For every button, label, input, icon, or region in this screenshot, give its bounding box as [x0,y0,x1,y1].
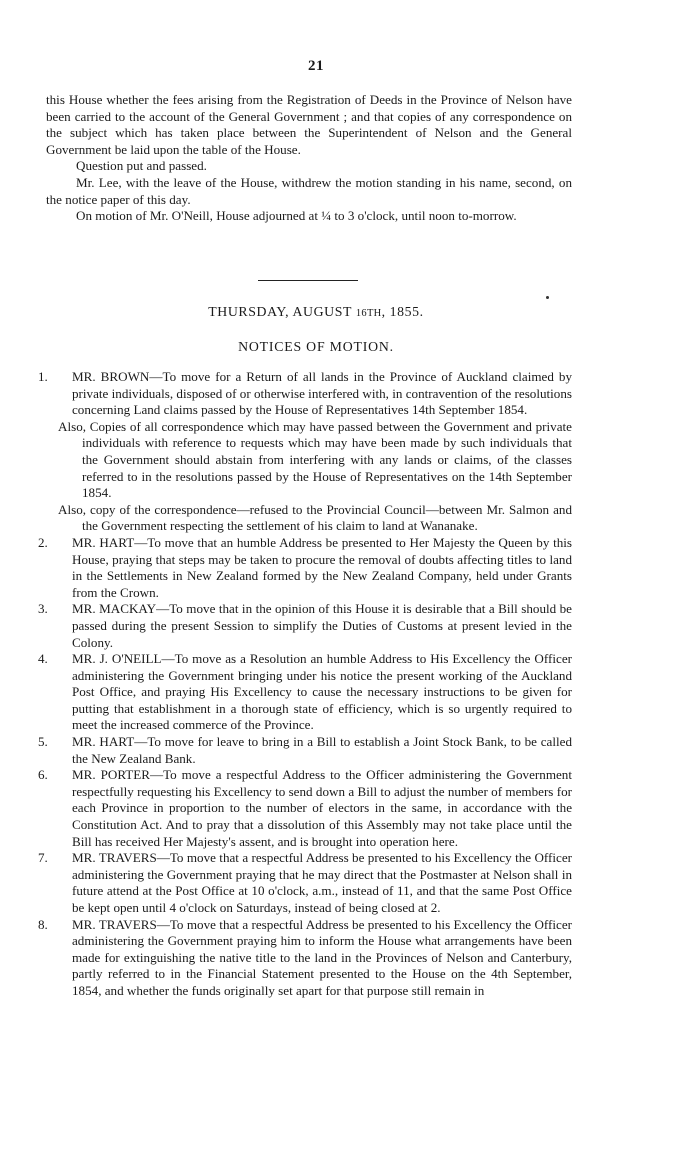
motion-text: MR. HART—To move for leave to bring in a Bill to establish a Joint Stock Bank, to be called the New Zealand Bank. [72,734,572,766]
motion-number: 4. [38,651,48,667]
date-heading-year: , 1855. [381,304,424,319]
paragraph-registration-deeds: this House whether the fees arising from the Registration of Deeds in the Province of Nelson have been carried to the account of the General Government ; and that copies of any correspondence on the subject which has taken place between the Superintendent of Nelson and the General Government be laid upon the table of the House. [46,92,572,157]
motion-item [38,601,572,651]
motion-also-clause: Also, Copies of all correspondence which may have passed between the Government and private individuals with reference to requests which may have been made by such individuals that the Government should abstain from interfering with any lands or claims, of the classes referred to in the resolutions passed by the House of Representatives on the 14th September 1854. [58,418,572,501]
motion-text: MR. HART—To move that an humble Address be presented to Her Majesty the Queen by this House, praying that steps may be taken to procure the removal of doubts affecting titles to land in the Settlements in New Zealand formed by the New Zealand Company, held under Grants from the Crown. [72,534,572,600]
motion-text: MR. PORTER—To move a respectful Address to the Officer administering the Government respectfully requesting his Excellency to send down a Bill to adjust the number of members for each Province in proportion to the number of electors in the same, in accordance with the Constitution Act. And to pray that a dissolution of this Assembly may not take place until the Bill has received Her Majesty's assent, and is brought into operation here. [72,767,572,849]
motion-item [38,850,572,916]
motions-list [38,369,572,1000]
continued-text [46,92,572,225]
motion-also-clause: Also, copy of the correspondence—refused to the Provincial Council—between Mr. Salmon and the Government respecting the settlement of his claim to land at Wananake. [58,501,572,534]
motion-item [38,734,572,767]
motion-text: MR. J. O'NEILL—To move as a Resolution an humble Address to His Excellency the Officer administering the Government bringing under his notice the present working of the Auckland Post Office, and praying His Excellency to cause the necessary instructions to be given for putting that establishment in a thorough state of efficiency, which is so urgently required to meet the increased commerce of the Province. [72,651,572,733]
motion-number: 6. [38,767,48,783]
motion-number: 8. [38,916,48,932]
paragraph-lee-withdrew: Mr. Lee, with the leave of the House, withdrew the motion standing in his name, second, on the notice paper of this day. [46,174,572,207]
motion-item [38,535,572,601]
notices-heading: NOTICES OF MOTION. [238,339,394,354]
motion-number: 2. [38,534,48,550]
section-divider [258,280,358,281]
motion-text: MR. TRAVERS—To move that a respectful Address be presented to his Excellency the Officer administering the Government praying him to inform the House what arrangements have been made for extinguishing the native title to the land in the Provinces of Nelson and Canterbury, partly referred to in the Financial Statement presented to the House on the 4th September, 1854, and whether the funds originally set apart for that purpose still remain in [72,916,572,998]
motion-text: MR. TRAVERS—To move that a respectful Address be presented to his Excellency the Officer administering the Government praying that he may direct that the Postmaster at Nelson shall in future attend at the Post Office at 10 o'clock, a.m., instead of 11, and that the same Post Office be kept open until 4 o'clock on Saturdays, instead of being closed at 2. [72,850,572,915]
motion-item [38,767,572,850]
motion-text: MR. MACKAY—To move that in the opinion of this House it is desirable that a Bill should be passed during the present Session to simplify the Duties of Customs at present levied in the Colony. [72,601,572,650]
motion-number: 1. [38,369,48,384]
motion-number: 3. [38,601,48,617]
motion-item [38,651,572,734]
motion-number: 5. [38,734,48,750]
motion-number: 7. [38,850,48,866]
motion-item [38,917,572,1000]
page-number: 21 [308,58,324,74]
motion-item [38,369,572,535]
paragraph-question-passed: Question put and passed. [76,158,207,174]
paragraph-adjourned: On motion of Mr. O'Neill, House adjourned at ¼ to 3 o'clock, until noon to-morrow. [76,208,517,224]
stray-mark [546,296,549,299]
date-heading-day: 16TH [355,308,382,319]
date-heading-main: THURSDAY, AUGUST [208,304,356,319]
date-heading [0,304,632,323]
motion-text: MR. BROWN—To move for a Return of all lands in the Province of Auckland claimed by private individuals, disposed of or otherwise interfered with, in contravention of the resolutions concerning Land claims passed by the House of Representatives 14th September 1854. [72,369,572,418]
